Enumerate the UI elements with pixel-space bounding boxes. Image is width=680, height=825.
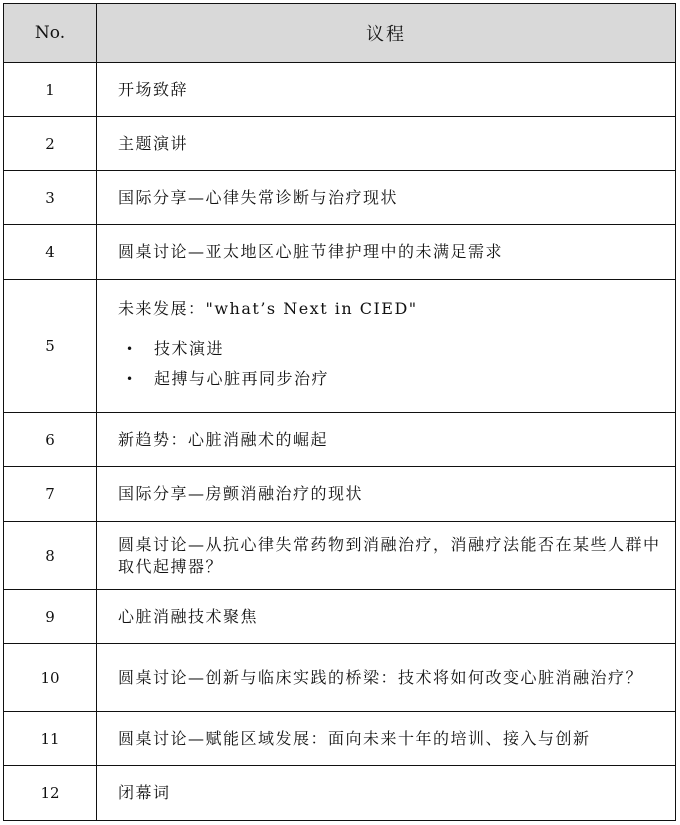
table-row: [4, 644, 676, 712]
row-number: 3: [4, 171, 97, 225]
row-number: 8: [4, 522, 97, 590]
list-item: [126, 364, 661, 394]
row-number: 9: [4, 590, 97, 644]
row-topic: 国际分享—心律失常诊断与治疗现状: [97, 171, 676, 225]
row-number: 1: [4, 63, 97, 117]
subitem-list: [118, 334, 661, 394]
table-row: [4, 712, 676, 766]
table-row: [4, 467, 676, 522]
table-row: [4, 522, 676, 590]
row-topic: 心脏消融技术聚焦: [97, 590, 676, 644]
table-row: [4, 117, 676, 171]
row-topic: 圆桌讨论—亚太地区心脏节律护理中的未满足需求: [97, 225, 676, 280]
subitem-label: 起搏与心脏再同步治疗: [154, 369, 330, 388]
bullet-icon: •: [126, 342, 135, 356]
row-number: 2: [4, 117, 97, 171]
row-topic: 圆桌讨论—创新与临床实践的桥梁：技术将如何改变心脏消融治疗？: [97, 644, 676, 712]
table-row: [4, 590, 676, 644]
subitem-label: 技术演进: [154, 339, 225, 358]
row-number: 10: [4, 644, 97, 712]
list-item: [126, 334, 661, 364]
header-agenda: 议程: [97, 4, 676, 63]
row-number: 11: [4, 712, 97, 766]
header-number: No.: [4, 4, 97, 63]
row-number: 5: [4, 280, 97, 413]
row-number: 6: [4, 413, 97, 467]
table-header-row: [4, 4, 676, 63]
row-topic: 圆桌讨论—从抗心律失常药物到消融治疗，消融疗法能否在某些人群中取代起搏器？: [97, 522, 676, 590]
table-row: [4, 171, 676, 225]
table-row: [4, 63, 676, 117]
table-row: [4, 280, 676, 413]
table-row: [4, 225, 676, 280]
row-topic: 主题演讲: [97, 117, 676, 171]
row-number: 4: [4, 225, 97, 280]
row-topic: 新趋势：心脏消融术的崛起: [97, 413, 676, 467]
table-row: [4, 413, 676, 467]
row-number: 7: [4, 467, 97, 522]
agenda-table: [3, 3, 676, 821]
row-number: 12: [4, 766, 97, 821]
row-topic: 开场致辞: [97, 63, 676, 117]
row-topic-with-subitems: [97, 280, 676, 413]
row-topic: 圆桌讨论—赋能区域发展：面向未来十年的培训、接入与创新: [97, 712, 676, 766]
table-row: [4, 766, 676, 821]
row-topic: 未来发展："what’s Next in CIED": [118, 299, 418, 318]
row-topic: 国际分享—房颤消融治疗的现状: [97, 467, 676, 522]
bullet-icon: •: [126, 372, 135, 386]
row-topic: 闭幕词: [97, 766, 676, 821]
